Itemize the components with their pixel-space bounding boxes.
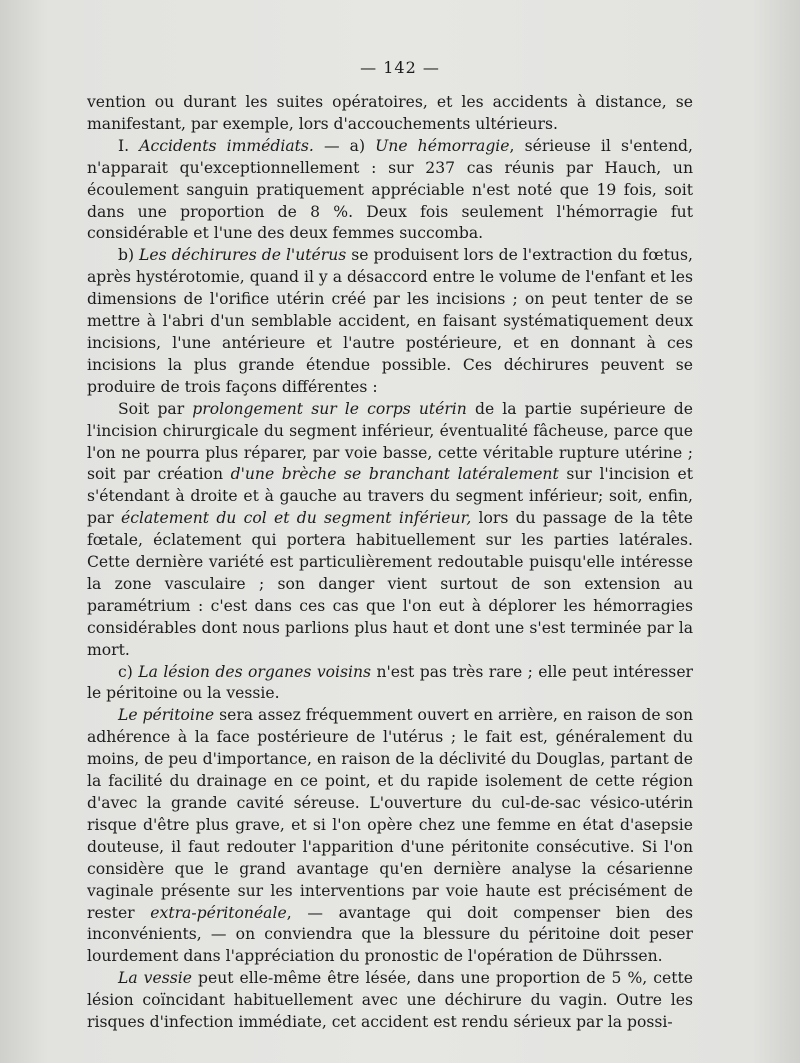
body-text (87, 92, 693, 1034)
italic-run: La lésion des organes voisins (138, 662, 372, 681)
italic-run: prolongement sur le corps utérin (192, 399, 467, 418)
text-run: vention ou durant les suites opératoires, et les accidents à distance, se manifestant, par exemple, lors d'accouchements ultérieurs. (87, 93, 693, 133)
paragraph (87, 705, 693, 968)
text-run: , — avantage qui doit compenser bien des inconvénients, — on conviendra que la blessure du péritoine doit peser lourdement dans l'appréciation du pronostic de l'opération de Dührssen. (87, 903, 694, 966)
text-run: — a) (313, 136, 376, 155)
italic-run: Le péritoine (118, 706, 215, 725)
page-number: — 142 — (360, 58, 440, 77)
italic-run: Accidents immédiats. (139, 136, 314, 155)
italic-run: Une hémorragie (375, 136, 510, 155)
text-run: de la partie supérieure de l'incision chirurgicale du segment inférieur, éventualité fâcheuse, parce que l'on ne pourra plus réparer, par voie basse, cette véritable rupture utérine ; soit par création (87, 399, 693, 484)
text-run: sur l'incision et s'étendant à droite et à gauche au travers du segment inférieur; soit, enfin, par (87, 465, 693, 528)
paragraph (87, 968, 693, 1034)
text-run: n'est pas très rare ; elle peut intéresser le péritoine ou la vessie. (87, 662, 693, 703)
text-run: b) (118, 246, 140, 265)
paragraph (87, 399, 693, 662)
text-run: , sérieuse il s'entend, n'apparait qu'exceptionnellement : sur 237 cas réunis par Hauch, un écoulement sanguin pratiquement appréciable n'est noté que 19 fois, soit dans une proportion de 8 %. Deux fois seulement l'hémorragie fut considérable et l'une des deux femmes succomba. (87, 136, 693, 243)
text-run: se produisent lors de l'extraction du fœtus, après hystérotomie, quand il y a désaccord entre le volume de l'enfant et les dimensions de l'orifice utérin créé par les incisions ; on peut tenter de se mettre à l'abri d'un semblable accident, en faisant systématiquement deux incisions, l'une antérieure et l'autre postérieure, et en donnant à ces incisions la plus grande étendue possible. Ces déchirures peuvent se produire de trois façons différentes : (87, 246, 693, 396)
text-run: peut elle-même être lésée, dans une proportion de 5 %, cette lésion coïncidant habituellement avec une déchirure du vagin. Outre les risques d'infection immédiate, cet accident est rendu sérieux par la possi- (87, 969, 693, 1032)
paragraph (87, 662, 693, 706)
text-run: lors du passage de la tête fœtale, éclatement qui portera habituellement sur les parties latérales. Cette dernière variété est particulièrement redoutable puisqu'elle intéresse la zone vasculaire ; son danger vient surtout de son extension au paramétrium : c'est dans ces cas que l'on eut à déplorer les hémorragies considérables dont nous parlions plus haut et dont une s'est terminée par la mort. (87, 509, 693, 659)
italic-run: éclatement du col et du segment inférieur, (121, 509, 472, 528)
italic-run: La vessie (118, 969, 192, 988)
text-run: Soit par (118, 399, 193, 418)
text-run: c) (118, 662, 139, 681)
paragraph (87, 245, 693, 398)
italic-run: extra-péritonéale (150, 903, 287, 922)
text-run: sera assez fréquemment ouvert en arrière, en raison de son adhérence à la face postérieure de l'utérus ; le fait est, généralement du moins, de peu d'importance, en raison de la déclivité du Douglas, partant de la facilité du drainage en ce point, et du rapide isolement de cette région d'avec la grande cavité séreuse. L'ouverture du cul-de-sac vésico-utérin risque d'être plus grave, et si l'on opère chez une femme en état d'asepsie douteuse, il faut redouter l'apparition d'une péritonite consécutive. Si l'on considère que le grand avantage qu'en dernière analyse la césarienne vaginale présente sur les interventions par voie haute est précisément de rester (87, 706, 693, 922)
italic-run: Les déchirures de l'utérus (139, 246, 347, 265)
paragraph (87, 92, 693, 136)
text-run: I. (118, 136, 140, 155)
italic-run: d'une brèche se branchant latéralement (230, 465, 559, 484)
paragraph (87, 136, 693, 246)
